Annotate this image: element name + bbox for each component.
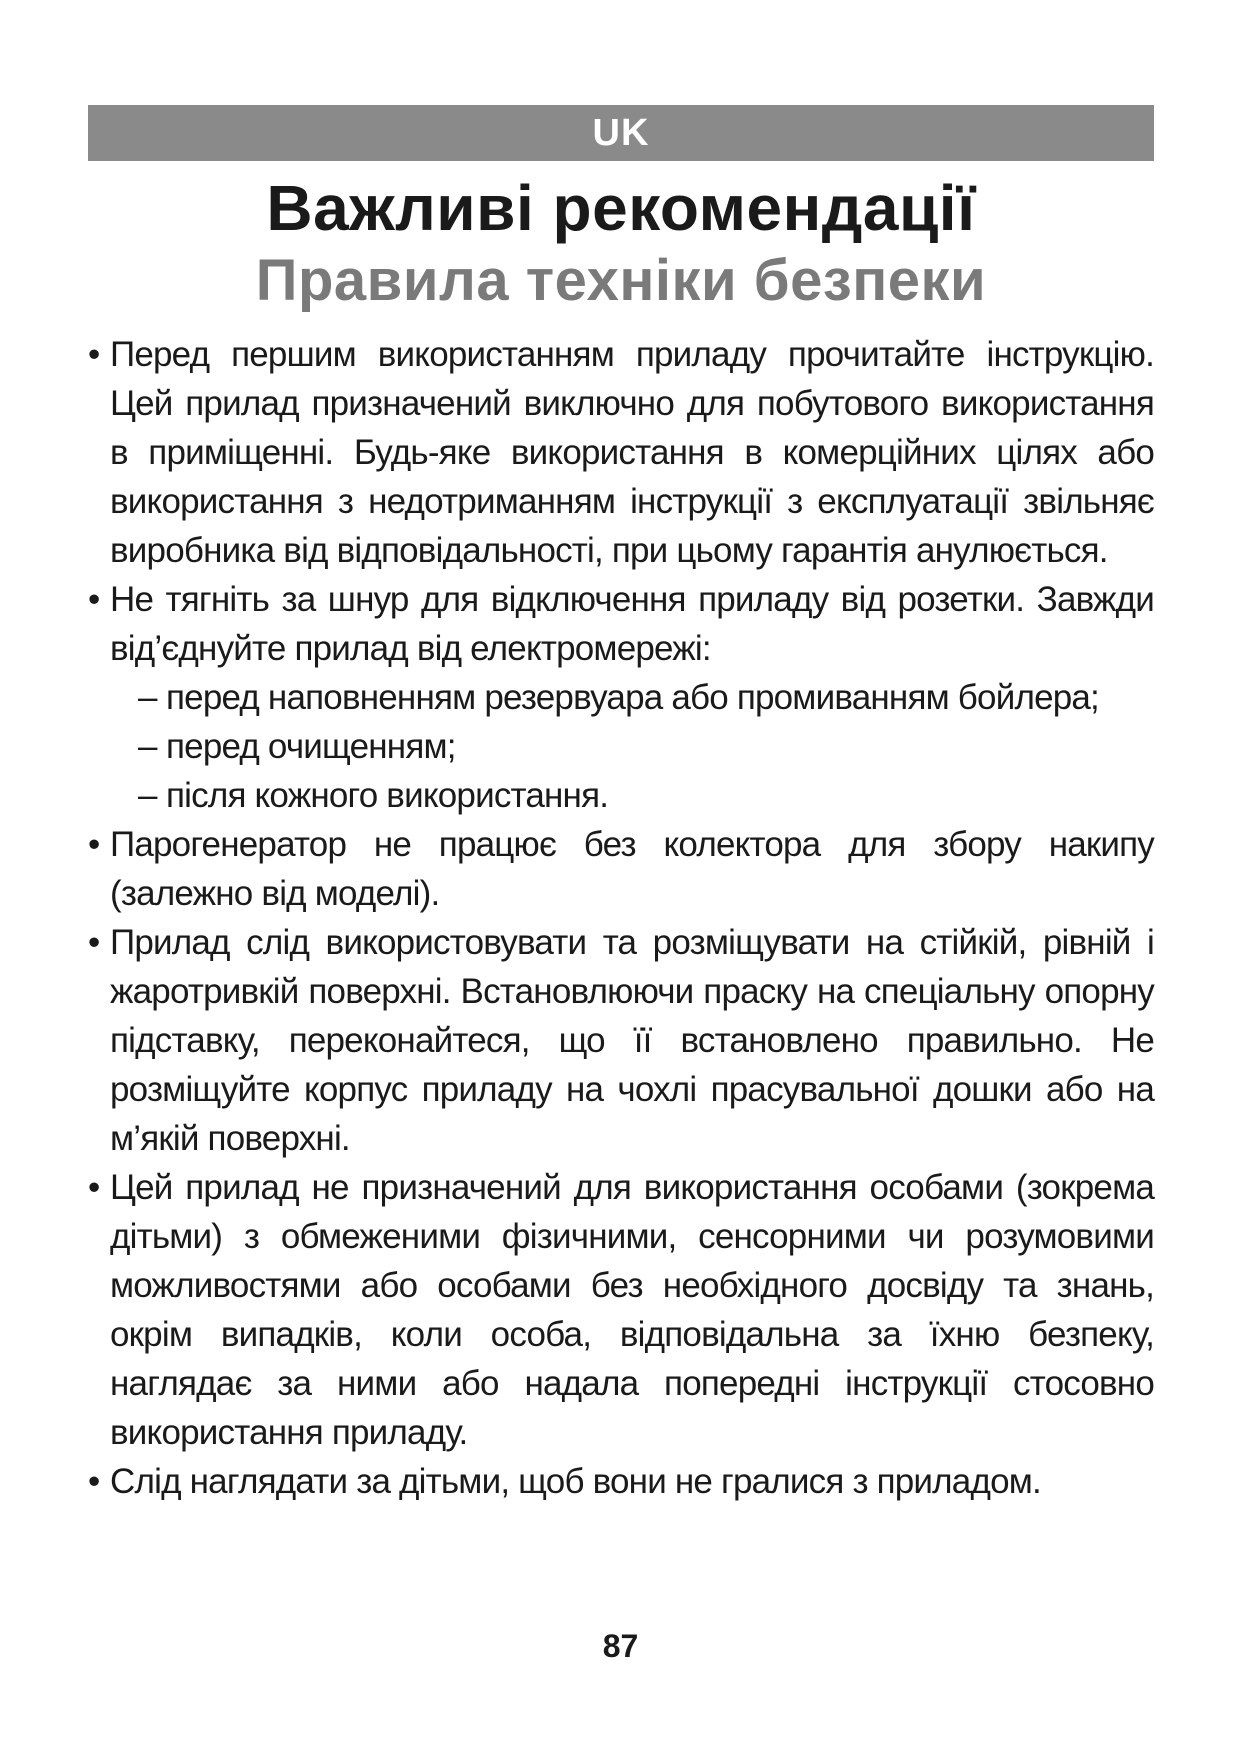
bullet: •: [88, 580, 100, 619]
language-header-bar: [88, 105, 1154, 161]
bullet: •: [88, 335, 100, 374]
dash: –: [138, 678, 157, 717]
bullet: •: [88, 1462, 100, 1501]
sub-list-item: [138, 771, 1154, 820]
bullet: •: [88, 1168, 100, 1207]
list-item-text: Цей прилад не призначений для використання особами (зокрема дітьми) з обмеженими фізичними, сенсорними чи розумовими можливостями або особами без необхідного досвіду та знань, окрім випадків, коли особа, відповідальна за їхню безпеку, наглядає за ними або надала попередні інструкції стосовно використання приладу.: [110, 1168, 1154, 1452]
list-item: [88, 1163, 1154, 1457]
bullet: •: [88, 825, 100, 864]
sub-list-item-text: перед наповненням резервуара або промиванням бойлера;: [166, 678, 1099, 717]
sub-list-item-text: після кожного використання.: [166, 776, 609, 815]
sub-list: [110, 673, 1154, 820]
dash: –: [138, 776, 157, 815]
list-item-text: Не тягніть за шнур для відключення приладу від розетки. Завжди від’єднуйте прилад від електромережі:: [110, 580, 1154, 668]
page-number: 87: [602, 1628, 639, 1664]
bullet: •: [88, 923, 100, 962]
sub-list-item: [138, 722, 1154, 771]
safety-instructions-list: [88, 330, 1154, 1506]
list-item: [88, 330, 1154, 575]
language-code: UK: [592, 111, 650, 154]
list-item-text: Слід наглядати за дітьми, щоб вони не гралися з приладом.: [110, 1462, 1041, 1501]
page-title: Важливі рекомендації: [266, 172, 976, 244]
dash: –: [138, 727, 157, 766]
list-item: [88, 1457, 1154, 1506]
list-item: [88, 918, 1154, 1163]
list-item-text: Перед першим використанням приладу прочитайте інструкцію. Цей прилад призначений виключно для побутового використання в приміщенні. Будь-яке використання в комерційних цілях або використання з недотриманням інструкції з експлуатації звільняє виробника від відповідальності, при цьому гарантія анулюється.: [110, 335, 1154, 570]
list-item: [88, 820, 1154, 918]
page-subtitle: Правила техніки безпеки: [255, 248, 987, 313]
list-item-text: Парогенератор не працює без колектора для збору накипу (залежно від моделі).: [110, 825, 1154, 913]
list-item-text: Прилад слід використовувати та розміщувати на стійкій, рівній і жаротривкій поверхні. Встановлюючи праску на спеціальну опорну підставку, переконайтеся, що її встановлено правильно. Не розміщуйте корпус приладу на чохлі прасувальної дошки або на м’якій поверхні.: [110, 923, 1154, 1158]
sub-list-item-text: перед очищенням;: [166, 727, 456, 766]
list-item: [88, 575, 1154, 820]
sub-list-item: [138, 673, 1154, 722]
